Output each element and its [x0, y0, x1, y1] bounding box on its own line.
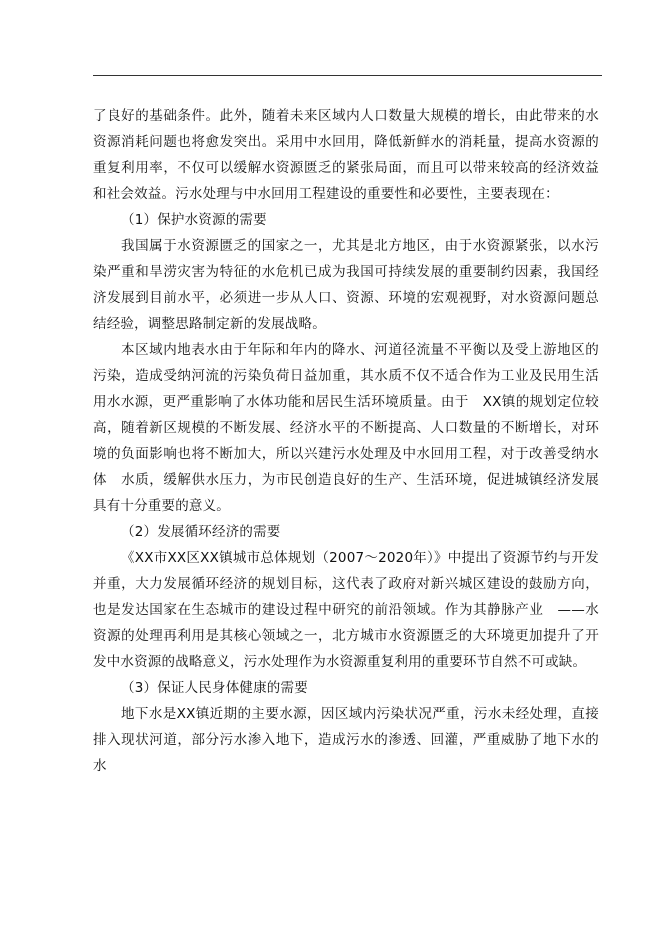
paragraph-continued: 了良好的基础条件。此外，随着未来区域内人口数量大规模的增长，由此带来的水资源消耗问题也将愈发突出。采用中水回用，降低新鲜水的消耗量，提高水资源的重复利用率，不仅可以缓解水资源匮乏的紧张局面，而且可以带来较高的经济效益和社会效益。污水处理与中水回用工程建设的重要性和必要性，主要表现在：	[93, 108, 599, 202]
paragraph: 我国属于水资源匮乏的国家之一，尤其是北方地区，由于水资源紧张，以水污染严重和旱涝灾害为特征的水危机已成为我国可持续发展的重要制约因素，我国经济发展到目前水平，必须进一步从人口、资源、环境的宏观视野，对水资源问题总结经验，调整思路制定新的发展战略。	[93, 238, 599, 332]
document-body	[93, 103, 599, 779]
section-heading-public-health: （3）保证人民身体健康的需要	[121, 680, 308, 696]
paragraph: 《XX市XX区XX镇城市总体规划（2007～2020年）》中提出了资源节约与开发并重，大力发展循环经济的规划目标，这代表了政府对新兴城区建设的鼓励方向，也是发达国家在生态城市的建设过程中研究的前沿领域。作为其静脉产业 ——水资源的处理再利用是其核心领域之一，北方城市水资源匮乏的大环境更加提升了开发中水资源的战略意义，污水处理作为水资源重复利用的重要环节自然不可或缺。	[93, 550, 599, 670]
header-rule	[93, 75, 602, 76]
section-heading-circular-economy: （2）发展循环经济的需要	[121, 524, 281, 540]
section-heading-protect-water: （1）保护水资源的需要	[121, 212, 267, 228]
paragraph: 本区域内地表水由于年际和年内的降水、河道径流量不平衡以及受上游地区的污染，造成受纳河流的污染负荷日益加重，其水质不仅不适合作为工业及民用生活用水水源，更严重影响了水体功能和居民生活环境质量。由于 XX镇的规划定位较高，随着新区规模的不断发展、经济水平的不断提高、人口数量的不断增长，对环境的负面影响也将不断加大，所以兴建污水处理及中水回用工程，对于改善受纳水体 水质，缓解供水压力，为市民创造良好的生产、生活环境，促进城镇经济发展具有十分重要的意义。	[93, 342, 599, 514]
paragraph: 地下水是XX镇近期的主要水源，因区域内污染状况严重，污水未经处理，直接排入现状河道，部分污水渗入地下，造成污水的渗透、回灌，严重威胁了地下水的水	[93, 706, 599, 774]
